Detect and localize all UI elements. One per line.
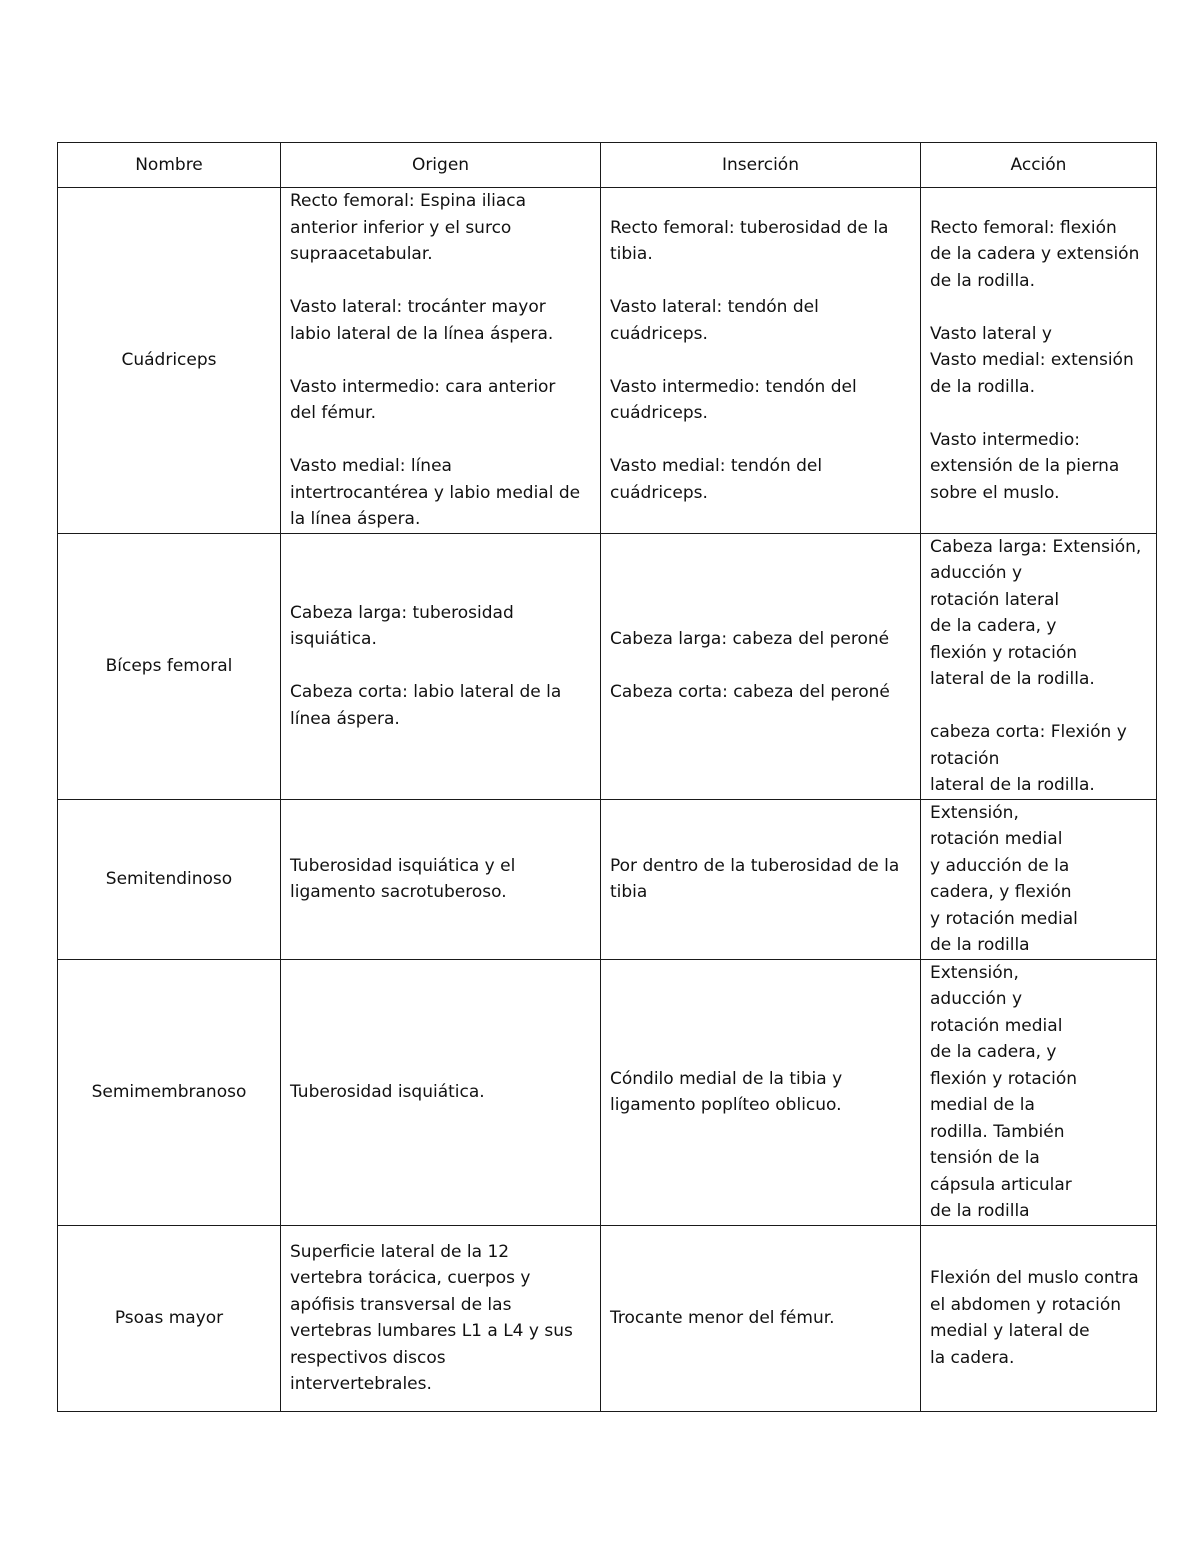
cell-text-line: Cabeza larga: Extensión,	[930, 536, 1142, 557]
cell-text-line: cuádriceps.	[610, 323, 708, 344]
cell-text-line: rotación medial	[930, 829, 1063, 849]
cell-origen	[281, 799, 601, 959]
muscle-name: Bíceps femoral	[105, 655, 233, 676]
cell-text-line: Vasto intermedio: cara anterior	[290, 376, 556, 397]
muscle-table	[57, 142, 1157, 1412]
cell-paragraph	[610, 853, 911, 906]
cell-origen	[281, 1225, 601, 1411]
cell-text-line: Vasto medial: extensión	[930, 350, 1134, 370]
cell-paragraph	[610, 215, 911, 268]
cell-text-line: de la cadera, y	[930, 1042, 1057, 1062]
cell-text-line: Recto femoral: tuberosidad de la	[610, 217, 889, 238]
cell-paragraph	[930, 534, 1147, 693]
cell-text-line: apófisis transversal de las	[290, 1294, 512, 1315]
cell-text-line: ligamento sacrotuberoso.	[290, 882, 507, 902]
cell-text-line: Cabeza corta: cabeza del peroné	[610, 682, 890, 703]
cell-accion	[921, 959, 1157, 1225]
cell-text-line: Trocante menor del fémur.	[610, 1307, 835, 1328]
header-nombre: Nombre	[58, 143, 281, 188]
cell-origen	[281, 533, 601, 799]
cell-paragraph	[930, 321, 1147, 401]
cell-text-line: Superficie lateral de la 12	[290, 1241, 510, 1262]
cell-paragraph	[290, 1239, 591, 1398]
cell-text-line: lateral de la rodilla.	[930, 775, 1095, 795]
cell-text-line: flexión y rotación	[930, 642, 1078, 663]
header-insercion: Inserción	[601, 143, 921, 188]
header-accion: Acción	[921, 143, 1157, 188]
cell-insercion	[601, 533, 921, 799]
table-row	[58, 1225, 1157, 1411]
cell-text-line: tibia	[610, 882, 648, 902]
cell-origen	[281, 188, 601, 534]
cell-text-line: la línea áspera.	[290, 509, 421, 529]
cell-text-line: aducción y	[930, 989, 1023, 1009]
cell-paragraph	[290, 679, 591, 732]
cell-text-line: la cadera.	[930, 1347, 1015, 1368]
muscle-name: Cuádriceps	[121, 350, 217, 370]
cell-text-line: Extensión,	[930, 802, 1019, 823]
cell-paragraph	[930, 427, 1147, 507]
cell-text-line: de la rodilla	[930, 1201, 1030, 1221]
cell-nombre	[58, 959, 281, 1225]
cell-insercion	[601, 188, 921, 534]
cell-text-line: lateral de la rodilla.	[930, 669, 1095, 689]
cell-paragraph	[930, 960, 1147, 1225]
cell-text-line: vertebras lumbares L1 a L4 y sus	[290, 1321, 573, 1341]
cell-nombre	[58, 1225, 281, 1411]
cell-text-line: Vasto intermedio: tendón del	[610, 376, 857, 397]
cell-text-line: Vasto lateral y	[930, 323, 1052, 344]
cell-text-line: Extensión,	[930, 962, 1019, 983]
cell-text-line: Recto femoral: Espina iliaca	[290, 191, 527, 211]
cell-paragraph	[610, 294, 911, 347]
cell-origen	[281, 959, 601, 1225]
cell-text-line: ligamento poplíteo oblicuo.	[610, 1095, 842, 1115]
cell-paragraph	[610, 1066, 911, 1119]
cell-paragraph	[290, 453, 591, 533]
cell-text-line: Cabeza corta: labio lateral de la	[290, 682, 562, 703]
cell-text-line: de la rodilla.	[930, 270, 1035, 291]
cell-text-line: medial y lateral de	[930, 1321, 1090, 1341]
cell-text-line: el abdomen y rotación	[930, 1294, 1121, 1315]
cell-paragraph	[610, 1305, 911, 1332]
cell-text-line: sobre el muslo.	[930, 482, 1060, 503]
cell-text-line: intertrocantérea y labio medial de	[290, 482, 581, 503]
cell-text-line: cuádriceps.	[610, 403, 708, 423]
cell-text-line: Cabeza larga: cabeza del peroné	[610, 629, 890, 650]
cell-text-line: tibia.	[610, 244, 653, 264]
cell-paragraph	[930, 719, 1147, 799]
table-header	[58, 143, 1157, 188]
cell-text-line: Cóndilo medial de la tibia y	[610, 1068, 843, 1089]
muscle-name: Semitendinoso	[105, 868, 233, 889]
table-row	[58, 533, 1157, 799]
cell-accion	[921, 1225, 1157, 1411]
muscle-name: Psoas mayor	[114, 1307, 224, 1328]
cell-text-line: línea áspera.	[290, 708, 400, 729]
cell-text-line: labio lateral de la línea áspera.	[290, 323, 554, 344]
cell-text-line: intervertebrales.	[290, 1374, 432, 1394]
cell-text-line: isquiática.	[290, 629, 377, 650]
cell-insercion	[601, 799, 921, 959]
cell-text-line: de la rodilla.	[930, 376, 1035, 397]
header-row	[58, 143, 1157, 188]
cell-text-line: Tuberosidad isquiática.	[290, 1081, 485, 1102]
cell-nombre	[58, 799, 281, 959]
cell-insercion	[601, 1225, 921, 1411]
cell-paragraph	[290, 600, 591, 653]
muscle-name: Semimembranoso	[91, 1081, 247, 1102]
table-row	[58, 959, 1157, 1225]
cell-text-line: vertebra torácica, cuerpos y	[290, 1268, 531, 1288]
cell-paragraph	[930, 215, 1147, 295]
cell-text-line: y rotación medial	[930, 908, 1078, 929]
cell-paragraph	[290, 853, 591, 906]
cell-text-line: tensión de la	[930, 1148, 1040, 1168]
cell-text-line: Vasto intermedio:	[930, 429, 1081, 450]
cell-accion	[921, 188, 1157, 534]
cell-text-line: Recto femoral: flexión	[930, 217, 1117, 238]
cell-nombre	[58, 188, 281, 534]
cell-paragraph	[290, 294, 591, 347]
cell-paragraph	[290, 374, 591, 427]
cell-text-line: cuádriceps.	[610, 482, 708, 503]
cell-text-line: de la cadera y extensión	[930, 244, 1140, 264]
cell-text-line: Vasto medial: línea	[290, 456, 452, 476]
cell-paragraph	[610, 453, 911, 506]
table-body	[58, 188, 1157, 1412]
cell-text-line: supraacetabular.	[290, 244, 433, 264]
table-row	[58, 799, 1157, 959]
table-row	[58, 188, 1157, 534]
cell-text-line: Vasto lateral: trocánter mayor	[290, 297, 546, 317]
cell-text-line: Vasto medial: tendón del	[610, 456, 823, 476]
cell-text-line: de la rodilla	[930, 935, 1030, 955]
cell-text-line: rotación medial	[930, 1015, 1063, 1036]
cell-text-line: de la cadera, y	[930, 616, 1057, 636]
cell-text-line: rotación lateral	[930, 589, 1060, 610]
cell-text-line: cadera, y flexión	[930, 882, 1072, 902]
cell-text-line: aducción y	[930, 563, 1023, 583]
cell-text-line: cabeza corta: Flexión y	[930, 722, 1127, 742]
cell-text-line: anterior inferior y el surco	[290, 217, 512, 238]
cell-paragraph	[610, 374, 911, 427]
cell-text-line: medial de la	[930, 1095, 1035, 1115]
cell-text-line: flexión y rotación	[930, 1068, 1078, 1089]
cell-text-line: Tuberosidad isquiática y el	[290, 855, 516, 876]
cell-text-line: Cabeza larga: tuberosidad	[290, 602, 514, 623]
cell-text-line: extensión de la pierna	[930, 456, 1120, 476]
cell-text-line: respectivos discos	[290, 1347, 446, 1368]
cell-accion	[921, 799, 1157, 959]
cell-accion	[921, 533, 1157, 799]
cell-text-line: y aducción de la	[930, 855, 1070, 876]
cell-text-line: rodilla. También	[930, 1121, 1065, 1142]
cell-paragraph	[610, 679, 911, 706]
cell-text-line: cápsula articular	[930, 1174, 1072, 1195]
cell-text-line: Vasto lateral: tendón del	[610, 297, 819, 317]
cell-text-line: rotación	[930, 748, 1000, 769]
header-origen: Origen	[281, 143, 601, 188]
cell-paragraph	[610, 626, 911, 653]
cell-paragraph	[290, 1079, 591, 1106]
cell-text-line: del fémur.	[290, 403, 376, 423]
cell-paragraph	[930, 1265, 1147, 1371]
cell-nombre	[58, 533, 281, 799]
cell-insercion	[601, 959, 921, 1225]
cell-paragraph	[930, 800, 1147, 959]
cell-text-line: Flexión del muslo contra	[930, 1268, 1139, 1288]
cell-paragraph	[290, 188, 591, 268]
cell-text-line: Por dentro de la tuberosidad de la	[610, 855, 900, 876]
